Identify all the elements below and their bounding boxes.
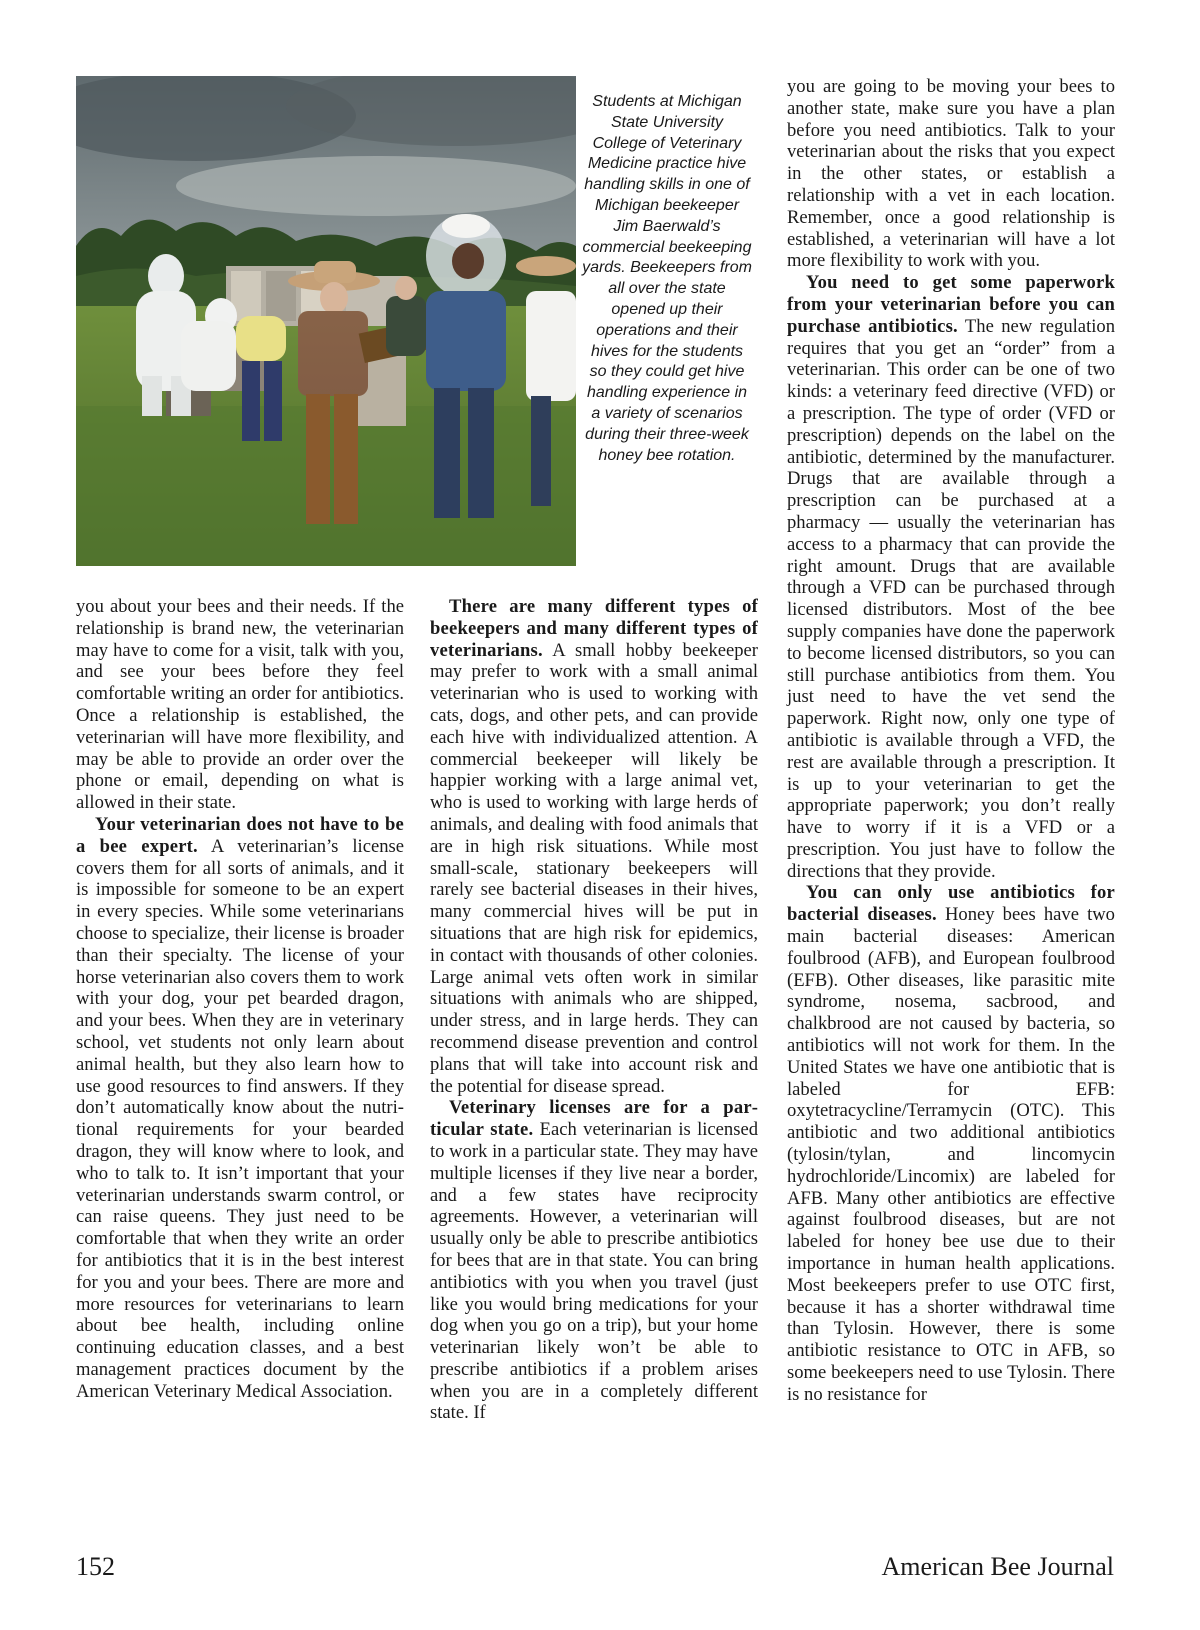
photo-caption: Students at Michigan State University College of Veterinary Medicine practice hive handling skills in one of Michigan beekeeper Jim Baerwald’s commercial beekeeping yards. Beekeepers from all over the state opened up their operations and their hives for the students so they could get hive handling experience in a variety of scenarios during their three-week honey bee rotation. bbox=[582, 93, 752, 464]
paragraph-body: The new regulation requires that you get an “order” from a veterinarian. This order can be one of two kinds: a veterinary feed directive (VFD) or a prescription. The type of order (VFD or prescription) depends on the label on the antibiotic, determined by the manufacturer. Drugs that are available through a prescription can be purchased at a pharmacy — usually the veterinarian has access to a pharmacy that can provide the right amount. Drugs that are available through a VFD can be purchased through licensed distributors. Most of the bee supply companies have done the paperwork to become licensed distributors, so you can still purchase antibiotics from them. You just need to have the vet send the paperwork. Right now, only one type of antibiotic is available through a VFD, the rest are available through a prescription. It is up to your veterinarian to get the appropriate paperwork; you don’t really have to worry if it is a VFD or a prescription. You just have to follow the directions that they provide. bbox=[787, 315, 1115, 882]
column-3 bbox=[787, 76, 1115, 1406]
paragraph-lead: There are many different types of beekeepers and many different types of veterinarians. bbox=[430, 596, 758, 661]
paragraph bbox=[430, 596, 758, 1097]
paragraph-lead: Your veterinarian does not have to be a bee expert. bbox=[76, 813, 404, 857]
page-number: 152 bbox=[76, 1552, 115, 1581]
paragraph-body: A small hobby beekeeper may prefer to work with a small animal veterinarian who is used to working with cats, dogs, and other pets, and can provide each hive with individualized attention. A commercial beekeeper will likely be happier working with a large animal vet, who is used to working with large herds of animals, and dealing with food animals that are in high risk situations. While most small-scale, stationary beekeepers will rarely see bacterial diseases in their hives, many commercial hives will be put in situations that are high risk for epidemics, in contact with thousands of other colonies. Large animal vets often work in similar situations with animals who are shipped, under stress, and in large herds. They can recommend disease prevention and control plans that will take into account risk and the potential for disease spread. bbox=[430, 639, 758, 1097]
paragraph bbox=[787, 272, 1115, 882]
paragraph-body: A veterinarian’s license covers them for all sorts of animals, and it is impossible for someone to be an expert in every species. While some veterinarians choose to specialize, their license is broader than their specialty. The license of your horse veterinarian also covers them to work with your dog, your pet bearded dragon, and your bees. When they are in veterinary school, vet students not only learn about animal health, but they also learn how to use good resources to find answers. If they don’t automatically know about the nutritional requirements for your bearded dragon, they will know where to look, and who to talk to. It isn’t important that your veterinarian understands swarm control, or can raise queens. They just need to be comfortable that when they write an order for antibiotics that it is in the best interest for you and your bees. There are more and more resources for veterinarians to learn about bee health, including online continuing education classes, and a best management practices document by the American Veterinary Medical Association. bbox=[76, 835, 404, 1402]
paragraph: you are going to be moving your bees to another state, make sure you have a plan before you need antibiotics. Talk to your veterinarian about the risks that you expect in the other states, or establish a relationship with a vet in each location. Remember, once a good relationship is established, a veterinarian will have a lot more flexibility to work with you. bbox=[787, 76, 1115, 272]
paragraph-body: Each veterinarian is licensed to work in a particular state. They may have multiple licenses if they live near a border, and a few states have reciprocity agreements. However, a veterinarian will usually only be able to prescribe antibiotics for bees that are in that state. You can bring antibiotics with you when you travel (just like you would bring medications for your dog when you go on a trip), but your home veterinarian likely won’t be able to prescribe antibiotics if a problem arises when you are in a completely different state. If bbox=[430, 1119, 758, 1424]
paragraph-lead: You can only use antibiotics for bacterial diseases. bbox=[787, 882, 1115, 926]
column-1 bbox=[76, 596, 404, 1402]
paragraph-lead: Veterinary licenses are for a particular state. bbox=[430, 1097, 758, 1141]
paragraph: you about your bees and their needs. If the relationship is brand new, the veterinarian may have to come for a visit, talk with you, and see your bees before they feel comfortable writing an order for antibiotics. Once a relationship is established, the veterinarian will have more flexibility, and may be able to provide an order over the phone or email, depending on what is allowed in their state. bbox=[76, 596, 404, 814]
paragraph-body: Honey bees have two main bacterial diseases: American foulbrood (AFB), and European foulbrood (EFB). Other diseases, like parasitic mite syndrome, nosema, sacbrood, and chalkbrood are not caused by bacteria, so antibiotics will not work for them. In the United States we have one antibiotic that is labeled for EFB: oxytetracycline/Terramycin (OTC). This antibiotic and two additional antibiotics (tylosin/tylan, and lincomycin hydrochloride/Lincomix) are labeled for AFB. Many other antibiotics are effective against foulbrood diseases, but are not labeled for honey bee use due to their importance in human health applications. Most beekeepers prefer to use OTC first, because it has a shorter withdrawal time than Tylosin. However, there is some antibiotic resistance to OTC in AFB, so some beekeepers need to use Tylosin. There is no resistance for bbox=[787, 904, 1115, 1405]
journal-title: American Bee Journal bbox=[881, 1552, 1114, 1581]
paragraph bbox=[430, 1097, 758, 1424]
photo-illustration bbox=[76, 76, 576, 566]
paragraph bbox=[76, 814, 404, 1403]
column-2 bbox=[430, 596, 758, 1424]
paragraph bbox=[787, 882, 1115, 1405]
beekeeping-photo bbox=[76, 76, 576, 566]
paragraph-lead: You need to get some paperwork from your veterinarian before you can purchase antibiotics. bbox=[787, 272, 1115, 337]
